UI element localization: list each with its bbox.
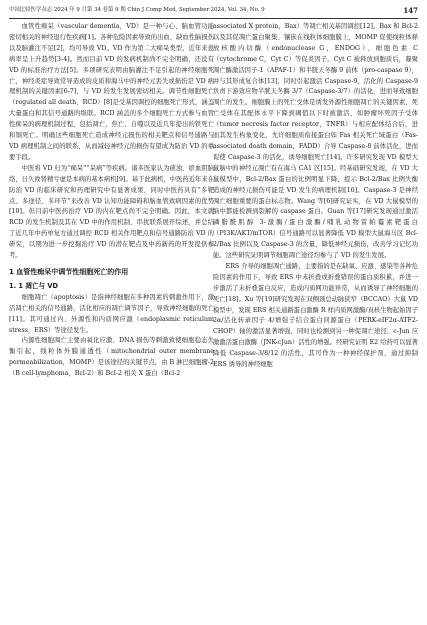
section-heading: 1 血管性痴呆中调节性细胞死亡的作用 <box>9 267 129 276</box>
right-column <box>213 22 418 622</box>
journal-citation: 中国比较医学杂志 2024 年 9 月第 34 卷第 9 期 Chin J Comp Med, September 2024, Vol. 34, No. 9 <box>9 7 265 13</box>
body-paragraph: associated X protein，Bax）等凋亡相关基因调控[12]。Bax 和 Bcl-2 以及其促凋亡蛋白聚集、镶嵌在线粒体细胞膜上，MOMP 促使线粒体释放核酸内切酶（endonuclease G，ENDOG）、细胞色素 C（cytochrome C，Cyt C）等促炎因子。Cyt C 被释放到胞质后，凝聚凋亡酶激活因子-1（APAF-1）和半胱天冬酶 9 前体（pro-caspase 9），并与其形成复合体[13]，同时引起激活 Caspase-9，活化的 Caspase-9 负责下游效应物半胱天冬酶 3/7（Caspase-3/7）的活化，进而导致细胞凋亡的发生。细胞膜上的死亡受体是诱发外源性细胞凋亡的关键因素，死亡受体在其配体水平下降到阈值以下时被激活，如肿瘤坏死因子受体（tumor necrosis factor receptor，TNFR）与相应配体结合后，进而其发生构象变化，允许细胞质衔接蛋白如 Fas 相关死亡域蛋白（Fas-associated death domain，FADD）合导 Caspase-8 前体活化，进而促使 Caspase-3 的活化，诱导细胞死亡[14]。许多研究发现 VD 模型大鼠脑中的神经元凋亡有在海马 CA1 区[15]。经基础研究发现，在 VD 大鼠模型中，Bcl-2/Bax 蛋白的比例明显下降，提示 Bcl-2/Bax 比例失衡造成的神经元损伤可能是 VD 发生的病理机制[16]。Caspase-3 是神经凋亡细胞重要的蛋白标志物。Wang 等[6]研究证实，在 VD 大鼠模型的脑中都能检测到裂解的 caspase 蛋白。Guan 等[17]研究发现通过激活磷脂酰肌醇 3-激酶/蛋白激酶/哺乳动物雷帕霉素靶蛋白（PI3K/AKT/mTOR）信号通路可以显著降低 VD 模型大鼠海马区 Bcl-2/Bax 比例以及 Caspase-3 的含量，降低神经元损伤，改善学习记忆功能。这些研究证明调节细胞凋亡途径均参与了 VD 的发生发展。 <box>213 23 418 260</box>
body-paragraph: 中医将 VD 归为“痴呆”“呆病”等疾病。诸多医家认为痰浊、瘀血阴脑络，日久致肾精亏虚是本病的基本病机[9]。基于此病机，中医药近年来在防治 VD 的临床研究和药理研究中有显著成果，同时中医药具有“多靶点、多途径、多环节”来改善 VD 认知功能障碍和脑血管致病因素的优势[10]。但目前中医药治疗 VD 的内在靶点尚不完全明确。因此，本文就 RCD 的发生机制及其在 VD 中的作用机制、串扰联系展开综述，并总结了近几年中药单复方通过调控 RCD 相关作用靶点和信号通路防治 VD 的研究，以期为进一步挖掘治疗 VD 的潜在靶点及中药新药的开发提供参考。 <box>9 164 214 260</box>
body-paragraph: 内源性细胞凋亡主要由氧化应激、DNA 损伤等刺激致使细胞稳态失衡引起，线粒体外膜通透性（mitochondrial outer membrane permeabilization，MOMP）是该途径的关键节点，由 B 淋巴细胞瘤-2（B cell-lymphoma，Bcl-2）和 Bcl-2 相关 X 蛋白（Bcl-2 <box>9 337 214 378</box>
body-paragraph: ERS 介导的细胞凋亡通路，主要指的是在缺氧、应激、感染等各种危险因素的作用下，导致 ERS 中未折叠或折叠错误的蛋白质积累，并进一步激活了未折叠蛋白反应，造成内质网功能异常，从而诱导了神经细胞的死亡[18]。Xu 等[19]研究发现在双侧颈总动脉狭窄（BCCAO）大鼠 VD 模型中，发现 ERS 相关通路蛋白激酶 R 样内质网激酶/真核生物起始因子 2α/活化转录因子 4/增强子结合蛋白同源蛋白（PERK-eIF2α-ATF2-CHOP）轴的激活显著增强，同时也检测到另一种促凋亡途径，c-Jun 应激激活蛋白激酶（JNK-cJun）活性的增强。经研究证明 E2 给药可以显著降低 Caspase-3/8/12 的活性，其可作为一种神经保护剂，通过抑制 ERS 诱导的神经细胞 <box>213 262 418 369</box>
body-paragraph: 细胞凋亡（apoptosis）是指神经细胞在多种因素的刺激作用下，激活凋亡相关的信号通路，活化相应的凋亡调节因子，导致神经细胞的死亡[11]。其可通过内、外源性和内质网应激（endoplasmic reticulum stress，ERS）等途径发生。 <box>9 293 214 334</box>
body-paragraph: 血管性痴呆（vascular dementia，VD）是一种与心、脑血管功能密切相关的神经退行性疾病[1]。各种危险因素导致的出血、缺血性脑损伤以及脑灌注不足[2]，均可导致 VD。VD 作为第二大痴呆类型，近年来患病率呈上升趋势[3-4]。然而目前 VD 的发病机制尚不完全明确，还没有 VD 的标准治疗方法[5]。多项研究表明由脑灌注不足引起的神经细胞死亡，神经炎症导致常导造成的皮质和海马中的神经元丢失或损伤是 VD 病理机制的关键因素[6-7]，与 VD 的发生发展密切相关。调节性细胞死亡（regulated all death，RCD）[8]是受基因调控的细胞死亡形式，涵盖大量蛋白和其信号通路的级联。RCD 涵盖的多个细胞死亡方式参与血管性痴呆的病理机制过程，包括凋亡、焦亡、自噬以及近几年提出的铁死亡和铜死亡。明确这些细胞死亡造成神经元损伤的相关靶点和信号通路与 VD 病理机制之间的联系，从而减轻神经元的损伤有望成为防治 VD 的重要手段。 <box>9 23 214 161</box>
page-number: 147 <box>403 6 418 15</box>
running-header <box>9 5 418 16</box>
left-column <box>9 22 214 622</box>
subsection-heading: 1. 1 凋亡与 VD <box>9 281 58 290</box>
header-rule <box>9 18 418 19</box>
